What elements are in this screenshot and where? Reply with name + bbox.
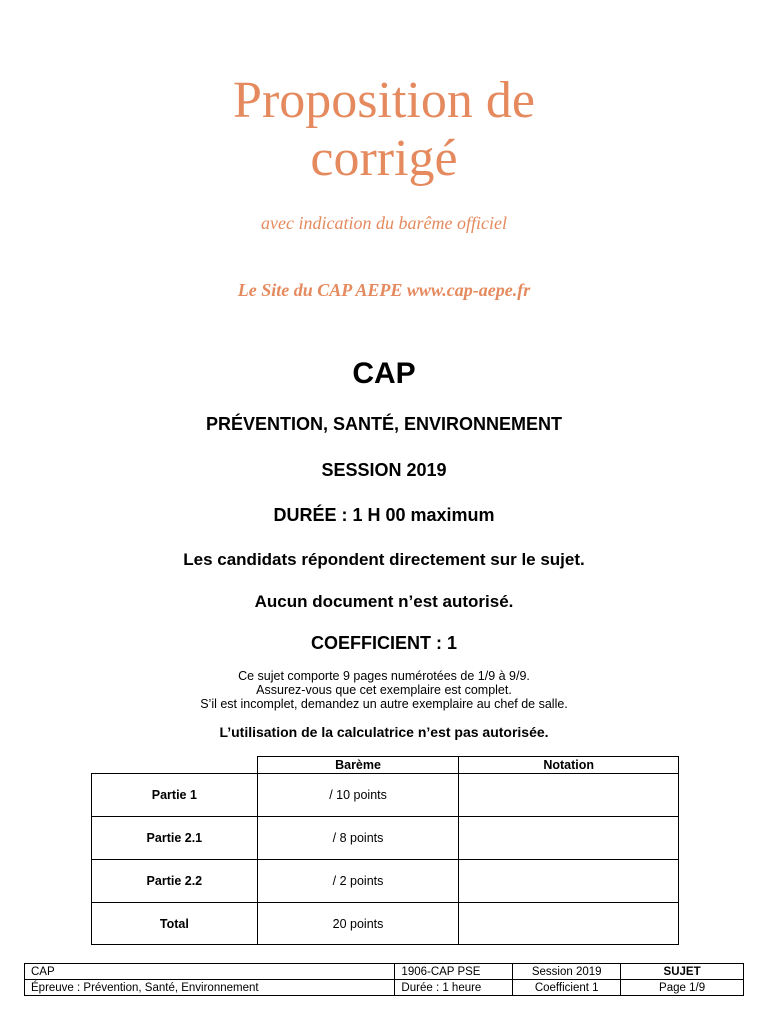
page-title — [0, 72, 768, 188]
notation-cell[interactable] — [459, 903, 679, 945]
answer-note: Les candidats répondent directement sur le sujet. — [183, 550, 585, 569]
header-notation: Notation — [459, 757, 679, 774]
footer-duration: Durée : 1 heure — [395, 980, 513, 996]
table-row — [92, 817, 679, 860]
part-points: / 8 points — [257, 817, 459, 860]
table-row — [92, 774, 679, 817]
table-row — [92, 860, 679, 903]
pages-line-3: S’il est incomplet, demandez un autre exemplaire au chef de salle. — [200, 697, 568, 711]
part-label: Partie 1 — [92, 774, 258, 817]
part-points: / 10 points — [257, 774, 459, 817]
exam-duration: DURÉE : 1 H 00 maximum — [273, 505, 495, 525]
calculator-note: L’utilisation de la calculatrice n’est pas autorisée. — [219, 724, 549, 740]
notation-cell[interactable] — [459, 817, 679, 860]
subtitle: avec indication du barême officiel — [261, 213, 507, 233]
footer-epreuve: Épreuve : Prévention, Santé, Environnement — [25, 980, 395, 996]
exam-coefficient: COEFFICIENT : 1 — [310, 633, 457, 653]
total-points: 20 points — [257, 903, 459, 945]
table-row — [92, 903, 679, 945]
part-label: Partie 2.2 — [92, 860, 258, 903]
pages-line-2: Assurez-vous que cet exemplaire est complet. — [256, 683, 512, 697]
document-note: Aucun document n’est autorisé. — [254, 592, 514, 611]
total-label: Total — [92, 903, 258, 945]
exam-cap: CAP — [352, 357, 416, 390]
site-link: Le Site du CAP AEPE www.cap-aepe.fr — [237, 280, 531, 300]
part-label: Partie 2.1 — [92, 817, 258, 860]
footer-code: 1906-CAP PSE — [395, 964, 513, 980]
pages-line-1: Ce sujet comporte 9 pages numérotées de 1/9 à 9/9. — [238, 669, 530, 683]
pages-info — [0, 669, 768, 711]
footer-exam: CAP — [25, 964, 395, 980]
exam-subject: PRÉVENTION, SANTÉ, ENVIRONNEMENT — [205, 414, 563, 434]
part-points: / 2 points — [257, 860, 459, 903]
footer-table — [24, 963, 744, 996]
footer-sujet: SUJET — [621, 964, 744, 980]
footer-page: Page 1/9 — [621, 980, 744, 996]
exam-session: SESSION 2019 — [321, 460, 447, 480]
grading-corner — [92, 757, 258, 774]
header-bareme: Barème — [257, 757, 459, 774]
title-line-1: Proposition de — [233, 72, 535, 129]
footer-coefficient: Coefficient 1 — [513, 980, 621, 996]
notation-cell[interactable] — [459, 860, 679, 903]
title-line-2: corrigé — [310, 130, 458, 187]
footer-session: Session 2019 — [513, 964, 621, 980]
notation-cell[interactable] — [459, 774, 679, 817]
grading-table — [91, 756, 679, 945]
